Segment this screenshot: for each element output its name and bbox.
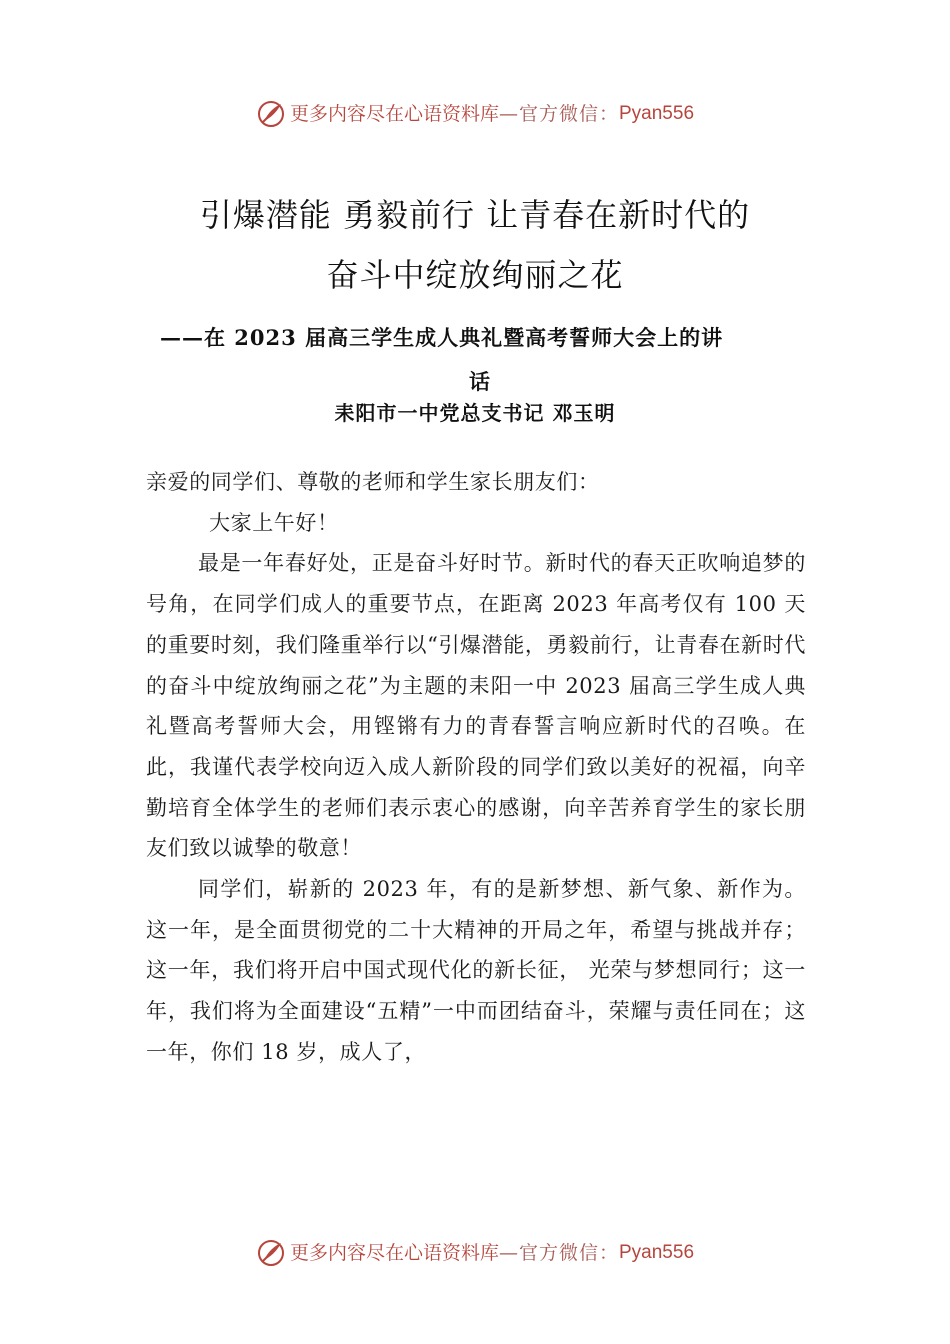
- banner-separator: —: [498, 1242, 519, 1264]
- banner-wechat-id: Pyan556: [619, 1242, 695, 1263]
- salutation: 亲爱的同学们、尊敬的老师和学生家长朋友们：: [146, 470, 600, 494]
- subtitle-line-1: ——在 2023 届高三学生成人典礼暨高考誓师大会上的讲: [160, 325, 724, 350]
- banner-sub-text: 官方微信：: [518, 1242, 619, 1264]
- paragraph: 最是一年春好处，正是奋斗好时节。新时代的春天正吹响追梦的号角，在同学们成人的重要节点，在距离 2023 年高考仅有 100 天的重要时刻，我们隆重举行以“引爆潜能，勇毅前行，让青春在新时代的奋斗中绽放绚丽之花”为主题的耒阳一中 2023 届高三学生成人典礼暨高考誓师大会，用铿锵有力的青春誓言响应新时代的召唤。在此，我谨代表学校向迈入成人新阶段的同学们致以美好的祝福，向辛勤培育全体学生的老师们表示衷心的感谢，向辛苦养育学生的家长朋友们致以诚挚的敬意！: [146, 551, 806, 861]
- banner-separator: —: [498, 103, 519, 125]
- subtitle: [160, 316, 820, 404]
- quill-pen-logo-icon: [256, 99, 286, 129]
- quill-pen-logo-icon: [256, 1238, 286, 1268]
- author-line: 耒阳市一中党总支书记 邓玉明: [334, 401, 616, 425]
- title-line-2: 奋斗中绽放绚丽之花: [326, 256, 624, 294]
- banner-main-text: 更多内容尽在心语资料库: [289, 103, 499, 125]
- header-banner: [0, 98, 950, 129]
- speech-body: [146, 462, 806, 1073]
- greeting: 大家上午好！: [209, 510, 339, 535]
- banner-main-text: 更多内容尽在心语资料库: [289, 1242, 499, 1264]
- footer-banner: [0, 1237, 950, 1268]
- banner-wechat-id: Pyan556: [619, 103, 695, 124]
- title-line-1: 引爆潜能 勇毅前行 让青春在新时代的: [199, 196, 751, 234]
- paragraph: 同学们，崭新的 2023 年，有的是新梦想、新气象、新作为。这一年，是全面贯彻党的二十大精神的开局之年，希望与挑战并存；这一年，我们将开启中国式现代化的新长征， 光荣与梦想同行；这一年，我们将为全面建设“五精”一中而团结奋斗，荣耀与责任同在；这一年，你们 18 岁，成人了，: [146, 877, 806, 1064]
- subtitle-line-2: 话: [469, 369, 491, 394]
- banner-sub-text: 官方微信：: [518, 103, 619, 125]
